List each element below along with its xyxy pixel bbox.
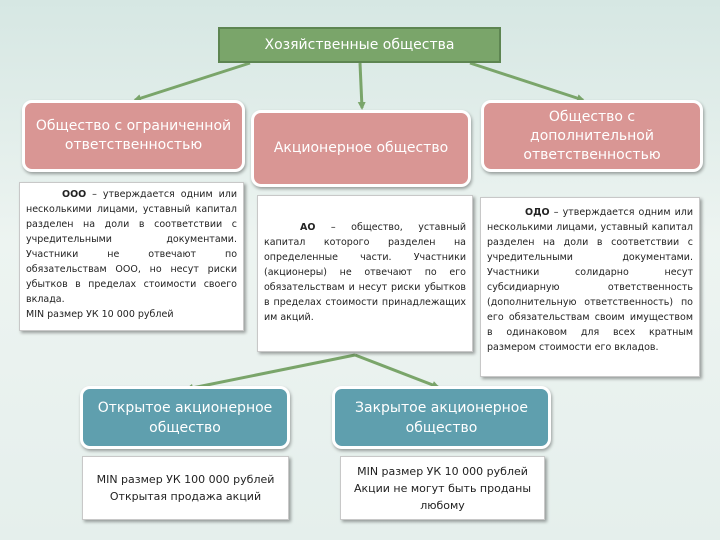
ooo-description bbox=[19, 182, 244, 331]
root-box bbox=[218, 27, 501, 63]
arrow-to-ao bbox=[360, 63, 362, 108]
zao-details bbox=[340, 456, 545, 520]
zao-share-sale: Акции не могут быть проданы любому bbox=[353, 481, 532, 512]
oao-details bbox=[82, 456, 289, 520]
arrow-to-zao bbox=[355, 355, 438, 387]
ooo-abbr: ООО bbox=[62, 189, 87, 200]
ao-box bbox=[251, 110, 471, 187]
ao-description bbox=[257, 195, 473, 352]
zao-box bbox=[332, 386, 551, 449]
odo-description bbox=[480, 197, 700, 377]
ao-label: Акционерное общество bbox=[273, 140, 449, 156]
zao-label: Закрытое акционерное общество bbox=[355, 399, 528, 436]
odo-label: Общество с дополнительной ответственностью bbox=[523, 108, 661, 163]
oao-share-sale: Открытая продажа акций bbox=[109, 490, 262, 503]
odo-abbr: ОДО bbox=[525, 207, 550, 218]
oao-min-capital: MIN размер УК 100 000 рублей bbox=[96, 473, 275, 486]
oao-label: Открытое акционерное общество bbox=[97, 399, 273, 436]
ao-description-text: – общество, уставный капитал которого разделен на определенные части. Участники (акционеры) не отвечают по его обязательствам и несут риски убытков в пределах стоимости принадлежащих им акций. bbox=[264, 222, 466, 323]
arrow-to-odo bbox=[470, 63, 583, 100]
ooo-box bbox=[22, 100, 245, 172]
ooo-description-text: – утверждается одним или несколькими лицами, уставный капитал разделен на доли в соответствии с учредительными документами. Участники не отвечают по обязательствам ООО, но несут риски убытков в пределах стоимости своего вклада. bbox=[26, 189, 237, 305]
odo-description-text: – утверждается одним или несколькими лицами, уставный капитал разделен на доли в соответствии с учредительными документами. Участники солидарно несут субсидиарную ответственность (дополнительную ответственность) по его обязательствам своим имуществом в одинаковом для всех кратным размером стоимости его вкладов. bbox=[487, 207, 693, 353]
odo-box bbox=[481, 100, 703, 172]
oao-box bbox=[80, 386, 290, 449]
ooo-label: Общество с ограниченной ответственностью bbox=[35, 118, 232, 153]
zao-min-capital: MIN размер УК 10 000 рублей bbox=[357, 464, 528, 478]
ooo-min-capital: MIN размер УК 10 000 рублей bbox=[26, 309, 174, 320]
arrow-to-ooo bbox=[135, 63, 250, 100]
ao-abbr: АО bbox=[300, 222, 316, 233]
arrow-to-oao bbox=[187, 355, 355, 389]
root-label: Хозяйственные общества bbox=[264, 37, 455, 53]
